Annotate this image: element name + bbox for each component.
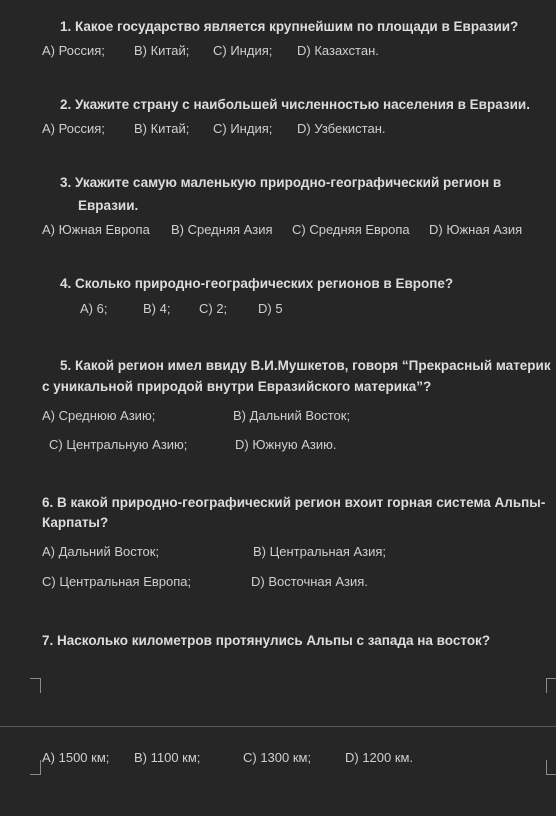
question-3-option-a: A) Южная Европа: [42, 222, 150, 237]
question-6-option-b: B) Центральная Азия;: [253, 544, 387, 559]
question-2-option-c: C) Индия;: [213, 121, 273, 136]
question-5-text-line1: 5. Какой регион имел ввиду В.И.Мушкетов, говоря “Прекрасный материк: [60, 358, 551, 373]
question-3-text-line1: 3. Укажите самую маленькую природно-географический регион в: [60, 175, 502, 190]
question-2-option-a: A) Россия;: [42, 121, 105, 136]
question-5-text-line2: с уникальной природой внутри Евразийского материка”?: [42, 379, 432, 394]
question-3-option-b: B) Средняя Азия: [171, 222, 273, 237]
question-1-text: 1. Какое государство является крупнейшим по площади в Евразии?: [60, 19, 519, 34]
question-7-option-d: D) 1200 км.: [345, 750, 414, 765]
question-4-option-b: B) 4;: [143, 301, 171, 316]
question-4-option-a: A) 6;: [80, 301, 108, 316]
question-5-option-a: A) Среднюю Азию;: [42, 408, 156, 423]
question-2-text: 2. Укажите страну с наибольшей численностью населения в Евразии.: [60, 97, 530, 112]
question-4-option-c: C) 2;: [199, 301, 228, 316]
question-1-option-c: C) Индия;: [213, 43, 273, 58]
page-corner-mark: [546, 760, 556, 775]
question-6-option-d: D) Восточная Азия.: [251, 574, 368, 589]
page-corner-mark: [546, 678, 556, 693]
question-2-option-d: D) Узбекистан.: [297, 121, 386, 136]
question-5-option-b: B) Дальний Восток;: [233, 408, 351, 423]
question-1-option-a: A) Россия;: [42, 43, 105, 58]
question-2-option-b: B) Китай;: [134, 121, 190, 136]
question-4-option-d: D) 5: [258, 301, 283, 316]
question-3-option-c: C) Средняя Европа: [292, 222, 410, 237]
question-7-option-c: C) 1300 км;: [243, 750, 312, 765]
page-corner-mark: [30, 760, 41, 775]
question-7-option-b: B) 1100 км;: [134, 750, 201, 765]
question-7-text: 7. Насколько километров протянулись Альпы с запада на восток?: [42, 633, 491, 648]
question-6-option-a: A) Дальний Восток;: [42, 544, 160, 559]
question-3-text-line2: Евразии.: [78, 198, 139, 213]
question-4-text: 4. Сколько природно-географических регионов в Европе?: [60, 276, 454, 291]
question-6-option-c: C) Центральная Европа;: [42, 574, 192, 589]
page-corner-mark: [30, 678, 41, 693]
question-6-text-line2: Карпаты?: [42, 515, 109, 530]
question-3-option-d: D) Южная Азия: [429, 222, 523, 237]
question-7-option-a: A) 1500 км;: [42, 750, 110, 765]
page-break-divider: [0, 726, 556, 727]
question-5-option-c: C) Центральную Азию;: [49, 437, 188, 452]
question-1-option-d: D) Казахстан.: [297, 43, 379, 58]
question-5-option-d: D) Южную Азию.: [235, 437, 337, 452]
question-6-text-line1: 6. В какой природно-географический регион вхоит горная система Альпы-: [42, 495, 546, 510]
question-1-option-b: B) Китай;: [134, 43, 190, 58]
